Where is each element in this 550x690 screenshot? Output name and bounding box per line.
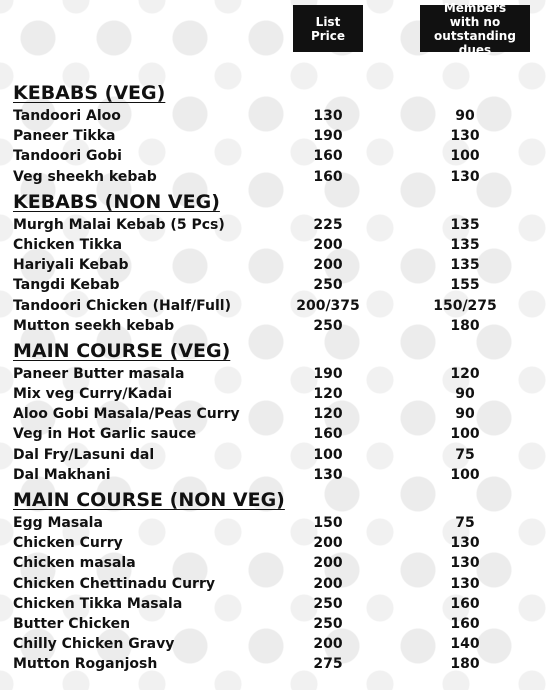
item-member-price: 135 bbox=[450, 257, 480, 274]
item-name: Mutton Roganjosh bbox=[13, 656, 158, 673]
item-member-price: 90 bbox=[455, 406, 475, 423]
item-member-price: 130 bbox=[450, 555, 480, 572]
item-name: Tangdi Kebab bbox=[13, 277, 120, 294]
item-list-price: 200 bbox=[313, 236, 343, 253]
menu-item bbox=[13, 384, 543, 404]
item-member-price: 180 bbox=[450, 656, 480, 673]
menu-item bbox=[13, 513, 543, 533]
item-list-price: 160 bbox=[313, 426, 343, 443]
section-title: MAIN COURSE (VEG) bbox=[13, 339, 231, 362]
item-name: Paneer Tikka bbox=[13, 128, 116, 145]
item-member-price: 100 bbox=[450, 148, 480, 165]
item-member-price: 75 bbox=[455, 515, 475, 531]
item-name: Tandoori Aloo bbox=[13, 108, 121, 124]
item-list-price: 200 bbox=[313, 257, 343, 274]
item-name: Butter Chicken bbox=[13, 615, 131, 632]
list-price-header bbox=[293, 5, 363, 52]
menu-item bbox=[13, 533, 543, 553]
item-name: Aloo Gobi Masala/Peas Curry bbox=[13, 406, 240, 423]
item-name: Dal Makhani bbox=[13, 466, 111, 483]
menu-item bbox=[13, 296, 543, 316]
item-member-price: 135 bbox=[450, 216, 480, 233]
menu-item bbox=[13, 614, 543, 634]
menu-item bbox=[13, 404, 543, 424]
item-name: Paneer Butter masala bbox=[13, 365, 185, 382]
item-name: Chicken Chettinadu Curry bbox=[13, 575, 215, 592]
menu bbox=[13, 78, 543, 675]
item-name: Dal Fry/Lasuni dal bbox=[13, 446, 155, 463]
item-name: Tandoori Gobi bbox=[13, 148, 122, 165]
item-name: Tandoori Chicken (Half/Full) bbox=[13, 297, 231, 314]
section-title: MAIN COURSE (NON VEG) bbox=[13, 489, 285, 511]
menu-item bbox=[13, 574, 543, 594]
item-name: Chicken Tikka bbox=[13, 236, 123, 253]
item-member-price: 90 bbox=[455, 108, 475, 124]
menu-item bbox=[13, 215, 543, 235]
item-list-price: 250 bbox=[313, 595, 343, 612]
item-member-price: 100 bbox=[450, 426, 480, 443]
menu-item bbox=[13, 465, 543, 485]
item-member-price: 120 bbox=[450, 365, 480, 382]
menu-item bbox=[13, 126, 543, 146]
menu-item bbox=[13, 316, 543, 336]
item-list-price: 160 bbox=[313, 148, 343, 165]
item-list-price: 130 bbox=[313, 466, 343, 483]
item-list-price: 120 bbox=[313, 406, 343, 423]
item-list-price: 130 bbox=[313, 108, 343, 124]
item-list-price: 200 bbox=[313, 575, 343, 592]
item-member-price: 75 bbox=[455, 446, 475, 463]
item-list-price: 250 bbox=[313, 277, 343, 294]
menu-item bbox=[13, 424, 543, 444]
menu-item bbox=[13, 146, 543, 166]
list-price-header-line: Price bbox=[310, 28, 346, 43]
item-member-price: 130 bbox=[450, 575, 480, 592]
item-list-price: 190 bbox=[313, 128, 343, 145]
member-price-header-line: with no bbox=[449, 14, 501, 29]
menu-item bbox=[13, 654, 543, 674]
item-member-price: 130 bbox=[450, 168, 480, 185]
member-price-header bbox=[420, 0, 530, 57]
item-list-price: 200 bbox=[313, 636, 343, 653]
item-list-price: 200/375 bbox=[296, 297, 360, 314]
menu-item bbox=[13, 553, 543, 573]
item-list-price: 250 bbox=[313, 615, 343, 632]
menu-item bbox=[13, 634, 543, 654]
item-member-price: 90 bbox=[455, 386, 475, 403]
item-list-price: 200 bbox=[313, 555, 343, 572]
item-member-price: 160 bbox=[450, 595, 480, 612]
menu-item bbox=[13, 275, 543, 295]
menu-item bbox=[13, 445, 543, 465]
item-list-price: 225 bbox=[313, 216, 343, 233]
menu-item bbox=[13, 255, 543, 275]
menu-section bbox=[13, 80, 543, 187]
menu-item bbox=[13, 364, 543, 384]
item-name: Chicken Tikka Masala bbox=[13, 595, 183, 612]
item-member-price: 135 bbox=[450, 236, 480, 253]
item-name: Murgh Malai Kebab (5 Pcs) bbox=[13, 216, 225, 233]
item-name: Mutton seekh kebab bbox=[13, 317, 175, 334]
item-member-price: 155 bbox=[450, 277, 480, 294]
item-member-price: 100 bbox=[450, 466, 480, 483]
section-title: KEBABS (VEG) bbox=[13, 82, 166, 104]
item-list-price: 200 bbox=[313, 535, 343, 552]
item-name: Chicken masala bbox=[13, 555, 136, 572]
item-member-price: 150/275 bbox=[433, 297, 497, 314]
list-price-header-line: List bbox=[315, 14, 341, 29]
item-list-price: 120 bbox=[313, 386, 343, 403]
item-member-price: 160 bbox=[450, 615, 480, 632]
item-name: Veg in Hot Garlic sauce bbox=[13, 426, 197, 443]
item-member-price: 130 bbox=[450, 535, 480, 552]
item-name: Egg Masala bbox=[13, 515, 103, 531]
item-list-price: 190 bbox=[313, 365, 343, 382]
menu-section bbox=[13, 189, 543, 336]
member-price-header-line: Members bbox=[443, 0, 507, 15]
item-list-price: 160 bbox=[313, 168, 343, 185]
item-list-price: 100 bbox=[313, 446, 343, 463]
item-member-price: 180 bbox=[450, 317, 480, 334]
item-name: Hariyali Kebab bbox=[13, 257, 129, 274]
menu-item bbox=[13, 235, 543, 255]
item-member-price: 140 bbox=[450, 636, 480, 653]
item-list-price: 150 bbox=[313, 515, 343, 531]
item-member-price: 130 bbox=[450, 128, 480, 145]
menu-item bbox=[13, 167, 543, 187]
item-list-price: 275 bbox=[313, 656, 343, 673]
item-list-price: 250 bbox=[313, 317, 343, 334]
item-name: Mix veg Curry/Kadai bbox=[13, 386, 173, 403]
menu-section bbox=[13, 338, 543, 485]
menu-section bbox=[13, 487, 543, 675]
item-name: Chilly Chicken Gravy bbox=[13, 636, 175, 653]
item-name: Veg sheekh kebab bbox=[13, 168, 157, 185]
member-price-header-line: outstanding dues bbox=[434, 28, 516, 57]
item-name: Chicken Curry bbox=[13, 535, 123, 552]
section-title: KEBABS (NON VEG) bbox=[13, 190, 220, 213]
menu-item bbox=[13, 594, 543, 614]
menu-item bbox=[13, 106, 543, 126]
